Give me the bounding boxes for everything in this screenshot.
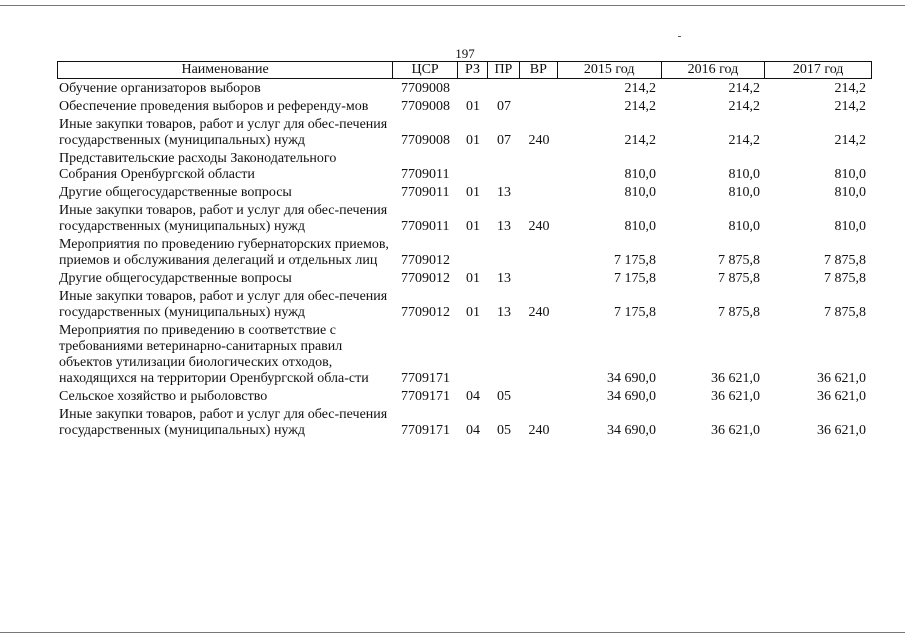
header-rz: РЗ [458,62,488,78]
row-pr: 05 [497,389,511,404]
row-2016: 7 875,8 [718,253,760,268]
row-2016: 810,0 [728,167,760,182]
row-name: Другие общегосударственные вопросы [59,185,292,200]
header-vr: ВР [520,62,558,78]
row-2016: 810,0 [728,219,760,234]
row-name: Иные закупки товаров, работ и услуг для обес-печения государственных (муниципальных) нужд [59,117,388,148]
row-name: Обучение организаторов выборов [59,81,261,96]
row-rz: 04 [466,389,480,404]
scan-top-edge [0,5,905,6]
table-row [57,389,872,405]
row-2017: 214,2 [834,99,866,114]
row-name: Иные закупки товаров, работ и услуг для обес-печения государственных (муниципальных) нужд [59,289,388,320]
table-row [57,151,872,183]
row-name: Обеспечение проведения выборов и референду-мов [59,99,369,114]
row-2017: 810,0 [834,185,866,200]
row-2015: 34 690,0 [607,371,656,386]
row-csr: 7709008 [401,99,450,114]
row-vr: 240 [528,219,550,234]
row-csr: 7709012 [401,271,450,286]
table-row [57,203,872,235]
row-2016: 7 875,8 [718,271,760,286]
row-vr: 240 [528,423,550,438]
table-row [57,81,872,97]
row-csr: 7709008 [401,133,450,148]
header-csr: ЦСР [393,62,458,78]
header-name: Наименование [58,62,393,78]
row-rz: 01 [466,99,480,114]
header-pr: ПР [488,62,520,78]
row-2015: 214,2 [624,99,656,114]
row-name: Мероприятия по приведению в соответствие с требованиями ветеринарно-санитарных правил объектов утилизации биологических отходов, находящихся на территории Оренбургской обла-сти [59,323,369,386]
row-pr: 05 [497,423,511,438]
row-2015: 214,2 [624,133,656,148]
row-csr: 7709171 [401,389,450,404]
row-rz: 01 [466,271,480,286]
row-name: Мероприятия по проведению губернаторских приемов, приемов и обслуживания делегаций и отдельных лиц [59,237,389,268]
row-csr: 7709012 [401,253,450,268]
row-2017: 7 875,8 [824,305,866,320]
row-2015: 810,0 [624,167,656,182]
row-2016: 214,2 [728,99,760,114]
row-rz: 01 [466,219,480,234]
row-name: Сельское хозяйство и рыболовство [59,389,268,404]
table-body [57,81,872,441]
page-number: 197 [455,46,475,61]
table-header [57,61,872,79]
row-2017: 36 621,0 [817,389,866,404]
row-name: Другие общегосударственные вопросы [59,271,292,286]
row-2016: 214,2 [728,133,760,148]
row-csr: 7709171 [401,423,450,438]
row-2015: 214,2 [624,81,656,96]
row-2017: 214,2 [834,133,866,148]
row-pr: 13 [497,185,511,200]
row-2017: 810,0 [834,219,866,234]
row-csr: 7709008 [401,81,450,96]
row-2016: 36 621,0 [711,389,760,404]
row-rz: 01 [466,133,480,148]
table-row [57,271,872,287]
table-row [57,99,872,115]
row-2017: 810,0 [834,167,866,182]
row-2015: 34 690,0 [607,423,656,438]
scan-bottom-edge [0,632,905,633]
row-vr: 240 [528,133,550,148]
table-row [57,185,872,201]
row-pr: 13 [497,305,511,320]
row-vr: 240 [528,305,550,320]
row-2015: 810,0 [624,185,656,200]
row-rz: 01 [466,305,480,320]
row-2015: 34 690,0 [607,389,656,404]
header-2016: 2016 год [662,62,766,78]
table-row [57,323,872,387]
row-rz: 04 [466,423,480,438]
row-pr: 13 [497,219,511,234]
row-2016: 36 621,0 [711,371,760,386]
row-2015: 7 175,8 [614,253,656,268]
row-2017: 7 875,8 [824,271,866,286]
row-2016: 810,0 [728,185,760,200]
header-2017: 2017 год [792,62,844,77]
row-csr: 7709011 [401,219,450,234]
row-pr: 13 [497,271,511,286]
table-row [57,117,872,149]
row-pr: 07 [497,99,511,114]
row-name: Иные закупки товаров, работ и услуг для обес-печения государственных (муниципальных) нужд [59,203,388,234]
table-row [57,289,872,321]
row-2016: 36 621,0 [711,423,760,438]
row-csr: 7709012 [401,305,450,320]
row-csr: 7709011 [401,185,450,200]
row-rz: 01 [466,185,480,200]
row-2016: 214,2 [728,81,760,96]
row-2017: 36 621,0 [817,371,866,386]
row-2017: 214,2 [834,81,866,96]
table-row [57,237,872,269]
header-2015: 2015 год [558,62,662,78]
scan-mark [678,36,681,37]
table-row [57,407,872,439]
row-csr: 7709171 [401,371,450,386]
row-2017: 36 621,0 [817,423,866,438]
row-2015: 7 175,8 [614,271,656,286]
row-2016: 7 875,8 [718,305,760,320]
row-name: Представительские расходы Законодательного Собрания Оренбургской области [59,151,337,182]
row-2017: 7 875,8 [824,253,866,268]
row-csr: 7709011 [401,167,450,182]
row-2015: 810,0 [624,219,656,234]
row-pr: 07 [497,133,511,148]
row-name: Иные закупки товаров, работ и услуг для обес-печения государственных (муниципальных) нужд [59,407,388,438]
row-2015: 7 175,8 [614,305,656,320]
